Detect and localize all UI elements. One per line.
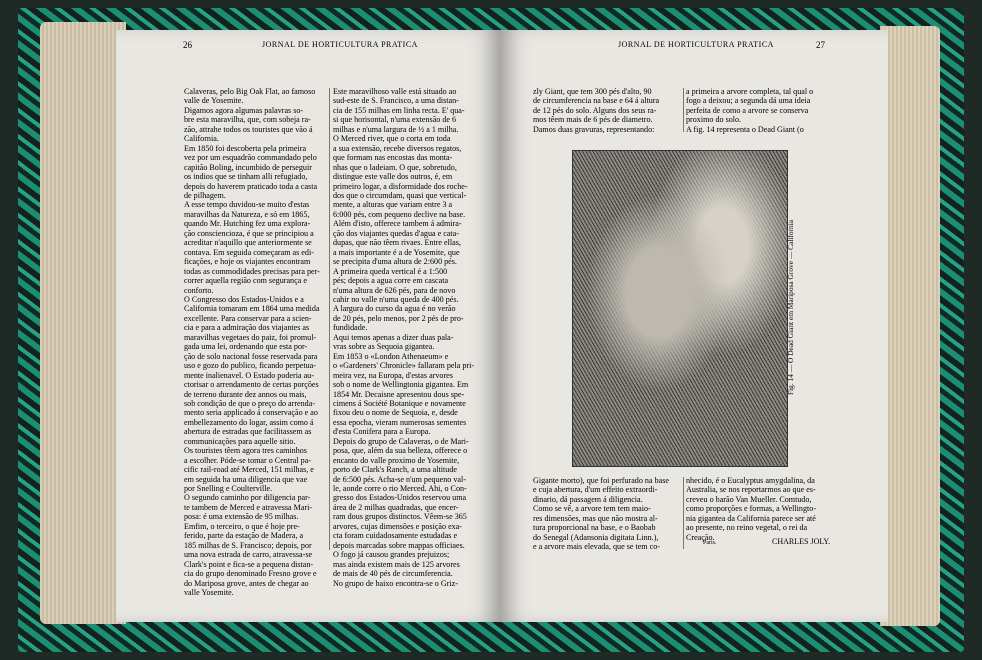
text-line: n'uma altura de 626 pés, para de novo [333,285,456,295]
text-line: fundidade. [333,323,368,333]
text-line: Além d'isto, offerece tambem á admira- [333,219,462,229]
text-line: gresso dos Estados-Unidos reservou uma [333,493,467,503]
text-line: O segundo caminho por diligencia par- [184,493,311,503]
text-line: dinario, dá passagem á diligencia. [533,494,643,504]
text-line: ctorisar o arrendamento de certas porções [184,380,319,390]
text-line: valle Yosemite. [184,588,234,598]
text-line: cta foram cuidadosamente estudadas e [333,531,458,541]
text-line: res dimensões, mas que não mostra al- [533,513,658,523]
text-line: e a arvore mais elevada, que se tem co- [533,542,660,552]
text-line: mas ainda existem mais de 125 arvores [333,559,460,569]
text-line: proximo do solo. [686,115,742,125]
text-line: ao presente, no reino vegetal, o rei da [686,523,808,533]
text-line: depois marcadas sobre mappas officiaes. [333,540,465,550]
text-line: do Senegal (Adansonia digitata Linn.), [533,532,659,542]
text-line: te tambem de Merced e atravessa Mari- [184,502,313,512]
text-line: A primeira queda vertical é a 1:500 [333,266,448,276]
left-column-1 [184,87,325,598]
text-line: A esse tempo duvidou-se muito d'estas [184,200,310,210]
text-line: Emfim, o terceiro, o que é hoje pre- [184,521,300,531]
right-running-head: JORNAL DE HORTICULTURA PRATICA [618,40,774,49]
text-line: de pilhagem. [184,190,226,200]
text-line: meira vez, na Europa, d'estas arvores [333,370,453,380]
right-bottom-column-1 [533,476,679,554]
text-line: encanto do valle proximo de Yosemite, [333,455,460,465]
text-line: cimens á Société Botanique e novamente [333,398,466,408]
text-line: A largura do curso da agua é no verão [333,304,456,314]
text-line: a mais importante é a de Yosemite, que [333,247,460,257]
text-line: de circumferencia na base e 64 á altura [533,96,660,106]
text-line: Gigante morto), que foi perfurado na base [533,476,669,485]
text-line: Creação. [686,532,715,542]
text-line: todas as commodidades precisas para per- [184,266,320,276]
text-line: e cuja abertura, d'um effeito extraordi- [533,485,658,495]
text-line: Este maravilhoso valle está situado ao [333,87,457,96]
text-line: nhas que o ladeiam. O que, sobretudo, [333,162,457,172]
dead-giant-engraving [572,150,788,467]
text-line: mente inalienavel. O Estado poderia au- [184,370,314,380]
text-line: ram dous grupos distinctos. Vêem-se 365 [333,512,467,522]
text-line: do Mariposa grove, antes de chegar ao [184,578,309,588]
text-line: sud-este de S. Francisco, a uma distan- [333,96,459,106]
text-line: le, aonde corre o rio Merced. Ahi, o Con- [333,484,467,494]
text-line: de 12 pés do solo. Alguns dos seus ra- [533,105,657,115]
text-line: O Congresso dos Estados-Unidos e a [184,294,304,304]
text-line: bre esta maravilha, que, com sobeja ra- [184,115,311,125]
text-line: ção dos viajantes quedas d'agua e cata- [333,228,459,238]
text-line: No grupo de baixo encontra-se o Griz- [333,578,458,588]
text-line: cia de 155 milhas em linha recta. E' qua- [333,105,465,115]
text-line: O fogo já causou grandes prejuizos; [333,550,450,560]
text-line: communicações para aquelle sitio. [184,436,296,446]
text-line: nia gigantea da California parece ser até [686,513,816,523]
right-page-edges [880,26,940,626]
left-page-edges [40,22,126,624]
text-line: Calaveras, pelo Big Oak Flat, ao famoso [184,87,316,96]
text-line: ferido, parte da estação de Madera, a [184,531,304,541]
text-line: em seguida ha uma diligencia que vae [184,474,308,484]
right-page-number: 27 [816,40,825,50]
text-line: Clark's point e fica-se a pequena distan- [184,559,314,569]
text-line: fogo a deixou; a segunda dá uma ideia [686,96,811,106]
text-line: Os touristes têem agora tres caminhos [184,446,307,456]
text-line: sob o nome de Wellingtonia gigantea. Em [333,380,469,390]
left-page-number: 26 [183,40,192,50]
text-line: gada uma lei, ordenando que esta por- [184,342,308,352]
text-line: cia do grupo denominado Fresno grove e [184,569,317,579]
author-signature: CHARLES JOLY. [772,537,831,546]
text-line: dos que o circumdam, quasi que vertical- [333,190,467,200]
text-line: se precipita d'uma altura de 2:600 pés. [333,257,457,267]
text-line: o «Gardeners' Chronicle» fallaram pela pri- [333,361,475,371]
text-line: conforto. [184,285,214,295]
text-line: Australia, se nos reportarmos ao que es- [686,485,816,495]
text-line: de mais de 40 pés de circumferencia. [333,569,453,579]
right-top-column-2 [686,87,832,137]
text-line: nhecido, é o Eucalyptus amygdalina, da [686,476,815,485]
column-rule [683,477,684,549]
text-line: pés; depois a agua corre em cascata [333,276,449,286]
text-line: Depois do grupo de Calaveras, o de Mari- [333,436,469,446]
text-line: 6:000 pés, com pequeno declive na base. [333,209,466,219]
text-line: si que horisontal, n'uma extensão de 6 [333,115,457,125]
text-line: excellente. Para conservar para a scien- [184,313,312,323]
text-line: ção de solo nacional fosse reservada para [184,351,318,361]
text-line: a escolher. Póde-se tomar o Central pa- [184,455,311,465]
text-line: A fig. 14 representa o Dead Giant (o [686,124,804,134]
text-line: os indios que se tinham alli refugiado, [184,172,308,182]
text-line: primeiro logar, a disformidade dos roche- [333,181,468,191]
text-line: acreditar n'aquillo que anteriormente se [184,238,312,248]
text-line: contava. Em seguida começaram as edi- [184,247,314,257]
text-line: distingue este valle dos outros, é, em [333,172,453,182]
text-line: Aqui temos apenas a dizer duas pala- [333,332,454,342]
text-line: de terreno durante dez annos ou mais, [184,389,307,399]
text-line: zão, attrahe todos os touristes que vão á [184,124,313,134]
text-line: quando Mr. Hutching fez uma explora- [184,219,311,229]
text-line: capitão Boling, incumbido de perseguir [184,162,312,172]
text-line: porto de Clark's Ranch, a uma altitude [333,465,457,475]
text-line: uma nova estrada de carro, atravessa-se [184,550,313,560]
text-line: de 20 pés, pelo menos, por 2 pés de pro- [333,313,464,323]
text-line: ficações, e hoje os viajantes encontram [184,257,311,267]
text-line: área de 2 milhas quadradas, que encer- [333,502,459,512]
text-line: perfeita de como a arvore se conserva [686,105,809,115]
text-line: zly Giant, que tem 300 pés d'alto, 90 [533,87,652,96]
text-line: essa epocha, vieram numerosas sementes [333,417,467,427]
text-line: a sua extensão, recebe diversos regatos, [333,143,462,153]
text-line: de 6:500 pés. Acha-se n'um pequeno val- [333,474,466,484]
text-line: uso e gozo do publico, ficando perpetua- [184,361,316,371]
text-line: a primeira a arvore completa, tal qual o [686,87,814,96]
text-line: Em 1853 o «London Athenaeum» e [333,351,449,361]
text-line: cahir no valle n'uma queda de 400 pés. [333,294,459,304]
text-line: creveu o barão Van Mueller. Comtudo, [686,494,812,504]
text-line: mos têem mais de 6 pés de diametro. [533,115,653,125]
text-line: O Merced river, que o corta em toda [333,134,451,144]
text-line: milhas e n'uma largura de ½ a 1 milha. [333,124,459,134]
column-rule [683,88,684,132]
text-line: abertura de estradas que facilitassem as [184,427,312,437]
column-rule [329,88,330,550]
text-line: cific rail-road até Merced, 151 milhas, e [184,465,314,475]
text-line: cia e para a admiração dos viajantes as [184,323,310,333]
text-line: California. [184,134,219,144]
text-line: Digamos agora algumas palavras so- [184,105,304,115]
text-line: California tomaram em 1864 uma medida [184,304,320,314]
text-line: vras sobre as Sequoia gigantea. [333,342,435,352]
text-line: Damos duas gravuras, representando: [533,124,655,134]
text-line: posa, que, além da sua belleza, offerece o [333,446,468,456]
text-line: arvores, cujas dimensões e posição exa- [333,521,463,531]
text-line: mento seria applicado á conservação e ao [184,408,318,418]
text-line: Em 1850 foi descoberta pela primeira [184,143,307,153]
text-line: maravilhas vegetaes do paiz, foi promul- [184,332,317,342]
text-line: tura proporcional na base, e o Baobab [533,523,656,533]
text-line: posa: é uma extensão de 95 milhas. [184,512,299,522]
text-line: maravilhas da Natureza, e só em 1865, [184,209,310,219]
text-line: por Snelling e Coulterville. [184,484,273,494]
left-running-head: JORNAL DE HORTICULTURA PRATICA [262,40,418,49]
figure-caption: Fig. 14 — O Dead Giant em Mariposa Grove — California [786,219,795,396]
text-line: mente, a alturas que variam entre 3 a [333,200,453,210]
text-line: 1854 Mr. Decaisne apresentou dous spe- [333,389,465,399]
text-line: correr aquella região com segurança e [184,276,307,286]
text-line: sob condição de que o preço do arrenda- [184,398,316,408]
left-column-2 [333,87,475,588]
right-bottom-column-2 [686,476,832,544]
place-name: Paris. [703,540,717,546]
right-top-column-1 [533,87,679,137]
text-line: embellezamento do logar, assim como á [184,417,314,427]
text-line: que formam nas encostas das monta- [333,153,453,163]
text-line: Como se vê, a arvore tem tem maio- [533,504,651,514]
text-line: vez por um esquadrão commandado pelo [184,153,317,163]
text-line: como proporções e formas, a Wellingto- [686,504,817,514]
text-line: ção consciencioza, é que se principiou a [184,228,314,238]
text-line: depois do haverem praticado toda a casta [184,181,318,191]
text-line: valle de Yosemite. [184,96,244,106]
text-line: fixou deu o nome de Sequoia, e, desde [333,408,458,418]
text-line: d'esta Conifera para a Europa. [333,427,431,437]
text-line: dupas, que não têem rivaes. Entre ellas, [333,238,461,248]
text-line: 185 milhas de S. Francisco; depois, por [184,540,312,550]
